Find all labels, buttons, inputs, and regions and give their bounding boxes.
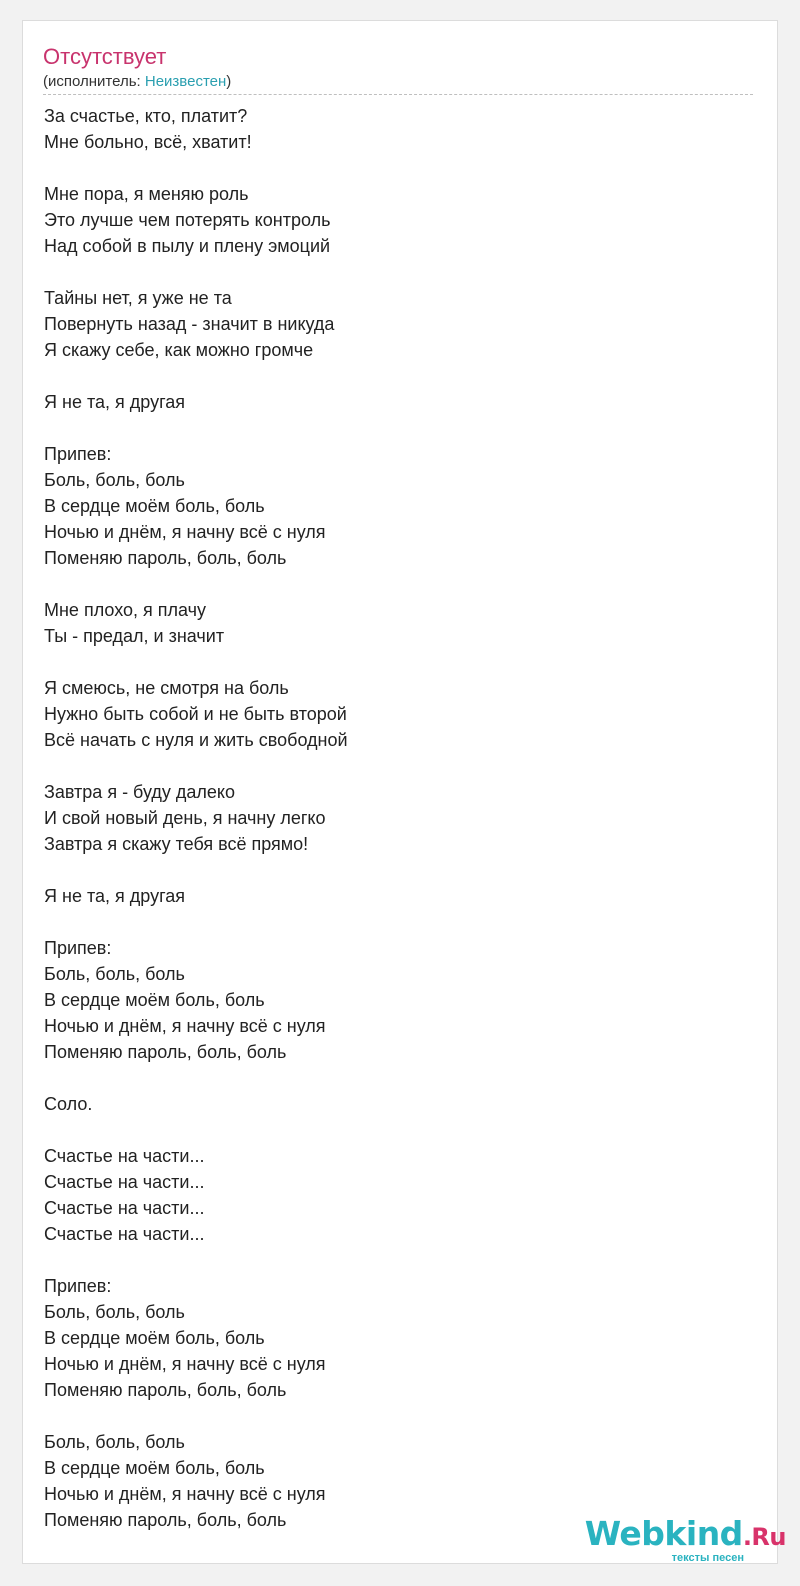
lyrics-line: Завтра я - буду далеко: [44, 782, 235, 802]
song-title: Отсутствует: [43, 44, 167, 69]
lyrics-line: Поменяю пароль, боль, боль: [44, 1510, 287, 1530]
lyrics-line: Счастье на части...: [44, 1198, 205, 1218]
lyrics-line: В сердце моём боль, боль: [44, 1458, 265, 1478]
logo-tld: .Ru: [742, 1523, 786, 1551]
lyrics-line: Мне пора, я меняю роль: [44, 184, 249, 204]
site-logo[interactable]: [586, 1514, 786, 1570]
lyrics-text: [44, 103, 744, 1533]
performer-prefix: (исполнитель:: [43, 73, 145, 90]
lyrics-line: Я не та, я другая: [44, 392, 185, 412]
lyrics-line: Мне больно, всё, хватит!: [44, 132, 252, 152]
lyrics-card: [22, 20, 778, 1564]
lyrics-blank-line: [44, 649, 744, 675]
lyrics-line: Ночью и днём, я начну всё с нуля: [44, 1354, 326, 1374]
performer-suffix: ): [226, 73, 232, 90]
lyrics-blank-line: [44, 363, 744, 389]
lyrics-line: Припев:: [44, 444, 112, 464]
lyrics-line: Припев:: [44, 938, 112, 958]
lyrics-blank-line: [44, 909, 744, 935]
lyrics-line: Ночью и днём, я начну всё с нуля: [44, 1016, 326, 1036]
lyrics-blank-line: [44, 1403, 744, 1429]
lyrics-line: В сердце моём боль, боль: [44, 990, 265, 1010]
lyrics-line: Боль, боль, боль: [44, 1302, 185, 1322]
lyrics-blank-line: [44, 571, 744, 597]
performer-line: [43, 73, 231, 91]
logo-wordmark: [585, 1514, 786, 1557]
lyrics-line: И свой новый день, я начну легко: [44, 808, 326, 828]
lyrics-line: В сердце моём боль, боль: [44, 1328, 265, 1348]
lyrics-line: Это лучше чем потерять контроль: [44, 210, 331, 230]
lyrics-line: Мне плохо, я плачу: [44, 600, 207, 620]
lyrics-line: Всё начать с нуля и жить свободной: [44, 730, 348, 750]
lyrics-blank-line: [44, 155, 744, 181]
performer-link[interactable]: Неизвестен: [144, 73, 227, 90]
lyrics-line: Боль, боль, боль: [44, 964, 185, 984]
lyrics-line: Припев:: [44, 1276, 112, 1296]
lyrics-blank-line: [44, 1117, 744, 1143]
lyrics-line: Счастье на части...: [44, 1146, 205, 1166]
lyrics-line: Над собой в пылу и плену эмоций: [44, 236, 331, 256]
lyrics-line: В сердце моём боль, боль: [44, 496, 265, 516]
lyrics-line: Тайны нет, я уже не та: [44, 288, 232, 308]
logo-tagline: тексты песен: [671, 1552, 744, 1564]
lyrics-line: Я смеюсь, не смотря на боль: [44, 678, 289, 698]
header-divider: [43, 94, 753, 95]
lyrics-blank-line: [44, 259, 744, 285]
lyrics-line: Поменяю пароль, боль, боль: [44, 1380, 287, 1400]
lyrics-line: Нужно быть собой и не быть второй: [44, 704, 347, 724]
lyrics-line: Я скажу себе, как можно громче: [44, 340, 314, 360]
lyrics-line: Боль, боль, боль: [44, 470, 185, 490]
logo-brand: Webkind: [584, 1514, 743, 1553]
lyrics-line: Ночью и днём, я начну всё с нуля: [44, 1484, 326, 1504]
lyrics-line: Счастье на части...: [44, 1172, 205, 1192]
lyrics-line: Счастье на части...: [44, 1224, 205, 1244]
lyrics-blank-line: [44, 857, 744, 883]
lyrics-blank-line: [44, 415, 744, 441]
lyrics-line: За счастье, кто, платит?: [44, 106, 248, 126]
lyrics-line: Повернуть назад - значит в никуда: [44, 314, 335, 334]
lyrics-line: Завтра я скажу тебя всё прямо!: [44, 834, 309, 854]
lyrics-blank-line: [44, 1247, 744, 1273]
lyrics-line: Ты - предал, и значит: [44, 626, 225, 646]
lyrics-blank-line: [44, 1065, 744, 1091]
lyrics-line: Поменяю пароль, боль, боль: [44, 1042, 287, 1062]
lyrics-line: Ночью и днём, я начну всё с нуля: [44, 522, 326, 542]
lyrics-line: Соло.: [44, 1094, 93, 1114]
lyrics-line: Поменяю пароль, боль, боль: [44, 548, 287, 568]
lyrics-line: Боль, боль, боль: [44, 1432, 185, 1452]
lyrics-line: Я не та, я другая: [44, 886, 185, 906]
lyrics-blank-line: [44, 753, 744, 779]
